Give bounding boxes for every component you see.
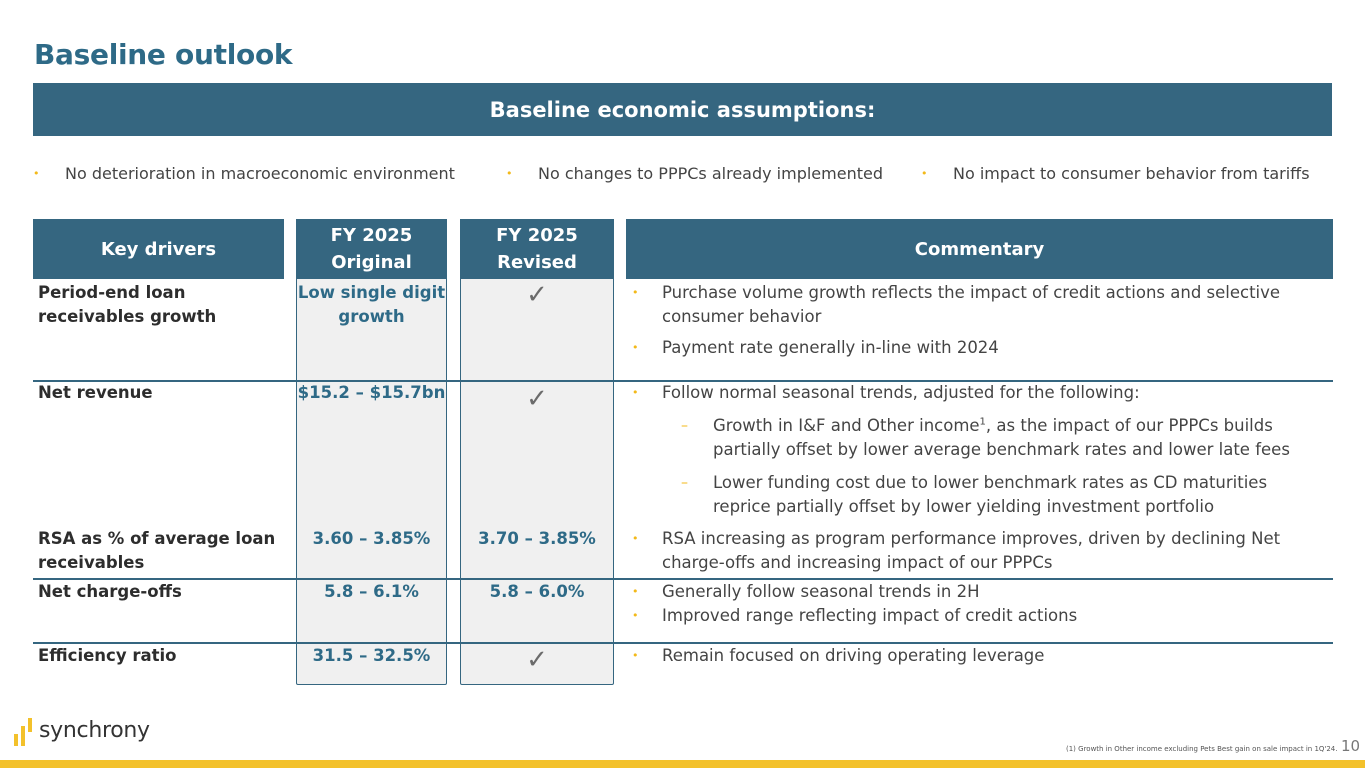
commentary-item bbox=[632, 644, 1322, 668]
commentary-item bbox=[632, 281, 1322, 329]
bullet-icon: • bbox=[632, 386, 639, 399]
driver-line: receivables bbox=[38, 553, 145, 572]
footer-accent-bar bbox=[0, 760, 1365, 768]
page-number: 10 bbox=[1341, 737, 1361, 755]
commentary-item bbox=[632, 604, 1322, 628]
header-original-line2: Original bbox=[331, 252, 412, 273]
commentary-text: , as the impact of our PPPCs builds bbox=[985, 416, 1273, 435]
commentary-line: Improved range reflecting impact of credit actions bbox=[662, 606, 1078, 625]
brand-logo-text: synchrony bbox=[39, 718, 150, 743]
commentary-line: Purchase volume growth reflects the impact of credit actions and selective bbox=[662, 283, 1281, 302]
commentary-text: Growth in I&F and Other income bbox=[713, 416, 980, 435]
checkmark-icon: ✓ bbox=[526, 645, 548, 675]
bullet-icon: • bbox=[632, 649, 639, 662]
bullet-icon: • bbox=[632, 532, 639, 545]
original-line: Low single digit bbox=[297, 283, 446, 302]
header-fy2025-original bbox=[296, 219, 447, 279]
driver-line: Period-end loan bbox=[38, 283, 186, 302]
commentary-item bbox=[632, 381, 1322, 405]
commentary-line bbox=[713, 414, 1313, 438]
revised-value: 5.8 – 6.0% bbox=[489, 582, 585, 601]
bullet-icon: • bbox=[632, 286, 639, 299]
commentary-line: Follow normal seasonal trends, adjusted for the following: bbox=[662, 383, 1140, 402]
driver-rsa bbox=[38, 527, 275, 575]
commentary-item bbox=[632, 336, 1322, 360]
assumption-item bbox=[506, 164, 883, 183]
assumption-item bbox=[33, 164, 455, 183]
commentary-item bbox=[632, 527, 1322, 575]
header-fy2025-revised bbox=[460, 219, 614, 279]
original-value: $15.2 – $15.7bn bbox=[297, 383, 446, 402]
assumptions-list bbox=[33, 164, 1333, 186]
commentary-subitem bbox=[681, 471, 1313, 519]
driver-efficiency-ratio: Efficiency ratio bbox=[38, 646, 177, 665]
original-line: growth bbox=[338, 307, 405, 326]
original-value: 31.5 – 32.5% bbox=[312, 646, 431, 665]
checkmark-icon: ✓ bbox=[526, 280, 548, 310]
commentary-line: partially offset by lower average benchmark rates and lower late fees bbox=[713, 440, 1290, 459]
commentary-line: RSA increasing as program performance improves, driven by declining Net bbox=[662, 529, 1281, 548]
commentary-line: Lower funding cost due to lower benchmark rates as CD maturities bbox=[713, 473, 1268, 492]
driver-net-charge-offs: Net charge-offs bbox=[38, 582, 182, 601]
assumption-text: No deterioration in macroeconomic environment bbox=[65, 164, 455, 183]
header-original-line1: FY 2025 bbox=[330, 225, 413, 246]
commentary-line: reprice partially offset by lower yielding investment portfolio bbox=[713, 497, 1215, 516]
bullet-icon: • bbox=[632, 341, 639, 354]
driver-period-end-loan-receivables bbox=[38, 281, 216, 329]
commentary-line: charge-offs and increasing impact of our PPPCs bbox=[662, 553, 1053, 572]
commentary-line: consumer behavior bbox=[662, 307, 822, 326]
original-value: 5.8 – 6.1% bbox=[324, 582, 419, 601]
footnote: (1) Growth in Other income excluding Pets Best gain on sale impact in 1Q'24. bbox=[1066, 745, 1338, 753]
bullet-icon: • bbox=[632, 609, 639, 622]
commentary-item bbox=[632, 580, 1322, 604]
assumption-text: No changes to PPPCs already implemented bbox=[538, 164, 883, 183]
header-revised-line2: Revised bbox=[497, 252, 577, 273]
commentary-line: Payment rate generally in-line with 2024 bbox=[662, 338, 999, 357]
bullet-icon: • bbox=[921, 167, 928, 180]
original-value: 3.60 – 3.85% bbox=[312, 529, 431, 548]
synchrony-logo-icon bbox=[14, 716, 38, 748]
footnote-marker: 1 bbox=[979, 416, 986, 428]
assumption-item bbox=[921, 164, 1310, 183]
original-value bbox=[297, 281, 446, 329]
assumption-text: No impact to consumer behavior from tariffs bbox=[953, 164, 1310, 183]
bullet-icon: • bbox=[632, 585, 639, 598]
header-revised-line1: FY 2025 bbox=[496, 225, 578, 246]
driver-line: receivables growth bbox=[38, 307, 217, 326]
header-key-drivers: Key drivers bbox=[33, 219, 284, 279]
driver-line: RSA as % of average loan bbox=[38, 529, 276, 548]
assumptions-banner: Baseline economic assumptions: bbox=[33, 83, 1332, 136]
header-commentary: Commentary bbox=[626, 219, 1333, 279]
checkmark-icon: ✓ bbox=[526, 384, 548, 414]
commentary-subitem bbox=[681, 414, 1313, 462]
commentary-line: Remain focused on driving operating leverage bbox=[662, 646, 1045, 665]
dash-icon: – bbox=[681, 418, 688, 434]
driver-net-revenue: Net revenue bbox=[38, 383, 153, 402]
page-title: Baseline outlook bbox=[34, 38, 293, 71]
dash-icon: – bbox=[681, 475, 688, 491]
bullet-icon: • bbox=[506, 167, 513, 180]
revised-value: 3.70 – 3.85% bbox=[478, 529, 596, 548]
bullet-icon: • bbox=[33, 167, 40, 180]
commentary-line: Generally follow seasonal trends in 2H bbox=[662, 582, 980, 601]
